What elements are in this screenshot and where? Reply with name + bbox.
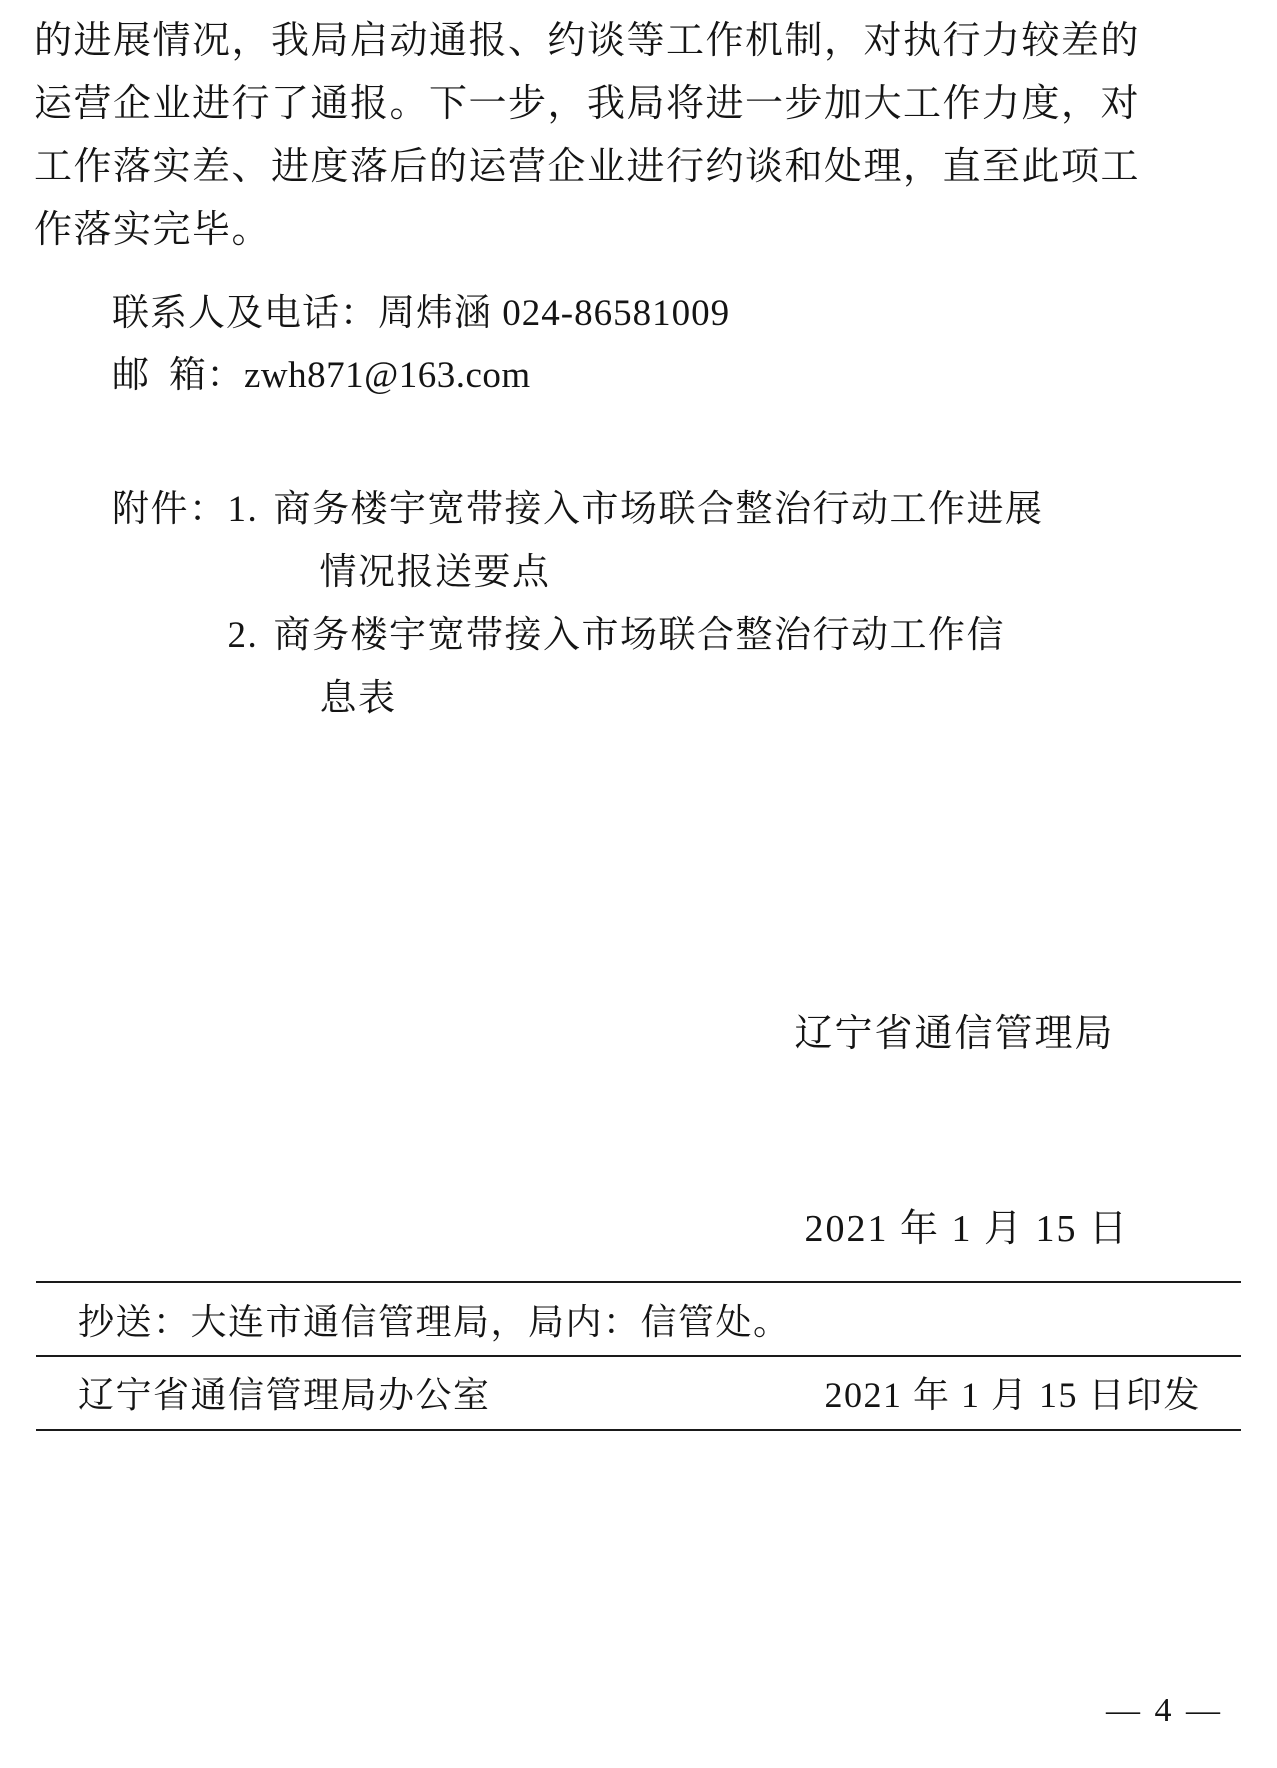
footer-rule-bottom bbox=[36, 1429, 1241, 1431]
attachment-items bbox=[228, 478, 1155, 730]
signature-organization: 辽宁省通信管理局 bbox=[794, 1013, 1115, 1055]
list-item bbox=[228, 604, 1155, 730]
attachment-number-2: 2. bbox=[227, 615, 259, 656]
body-line-3: 工作落实差、进度落后的运营企业进行约谈和处理，直至此项工 bbox=[34, 146, 1141, 188]
footer-cc-text: 抄送：大连市通信管理局，局内：信管处。 bbox=[78, 1301, 791, 1342]
attachment-1-line1: 商务楼宇宽带接入市场联合整治行动工作进展 bbox=[273, 489, 1044, 530]
attachment-text-2 bbox=[274, 604, 1155, 730]
footer-issuer-row bbox=[36, 1357, 1241, 1429]
footer-issuer: 辽宁省通信管理局办公室 bbox=[78, 1375, 491, 1415]
attachment-number-1: 1. bbox=[227, 489, 259, 530]
attachment-text-1 bbox=[274, 478, 1155, 604]
body-line-2: 运营企业进行了通报。下一步，我局将进一步加大工作力度，对 bbox=[34, 83, 1141, 125]
contact-info bbox=[34, 283, 1134, 407]
contact-person-line: 联系人及电话：周炜涵 024-86581009 bbox=[112, 293, 731, 334]
attachment-1-line2: 情况报送要点 bbox=[319, 552, 551, 593]
body-line-1: 的进展情况，我局启动通报、约谈等工作机制，对执行力较差的 bbox=[34, 20, 1141, 62]
attachment-header-row bbox=[34, 478, 1154, 730]
page-number: — 4 — bbox=[1106, 1692, 1223, 1729]
attachment-label: 附件： bbox=[112, 489, 228, 530]
attachment-2-line2: 息表 bbox=[319, 678, 397, 719]
attachment-2-line1: 商务楼宇宽带接入市场联合整治行动工作信 bbox=[273, 615, 1005, 656]
body-line-4: 作落实完毕。 bbox=[34, 209, 272, 251]
attachment-list bbox=[34, 478, 1154, 730]
contact-email-line: 邮 箱：zwh871@163.com bbox=[112, 355, 531, 396]
document-footer bbox=[36, 1281, 1241, 1431]
body-paragraph bbox=[34, 10, 1141, 262]
list-item bbox=[228, 478, 1155, 604]
footer-issue-date: 2021 年 1 月 15 日印发 bbox=[824, 1375, 1201, 1415]
footer-cc-row bbox=[36, 1283, 1241, 1355]
signature-date: 2021 年 1 月 15 日 bbox=[804, 1208, 1129, 1250]
